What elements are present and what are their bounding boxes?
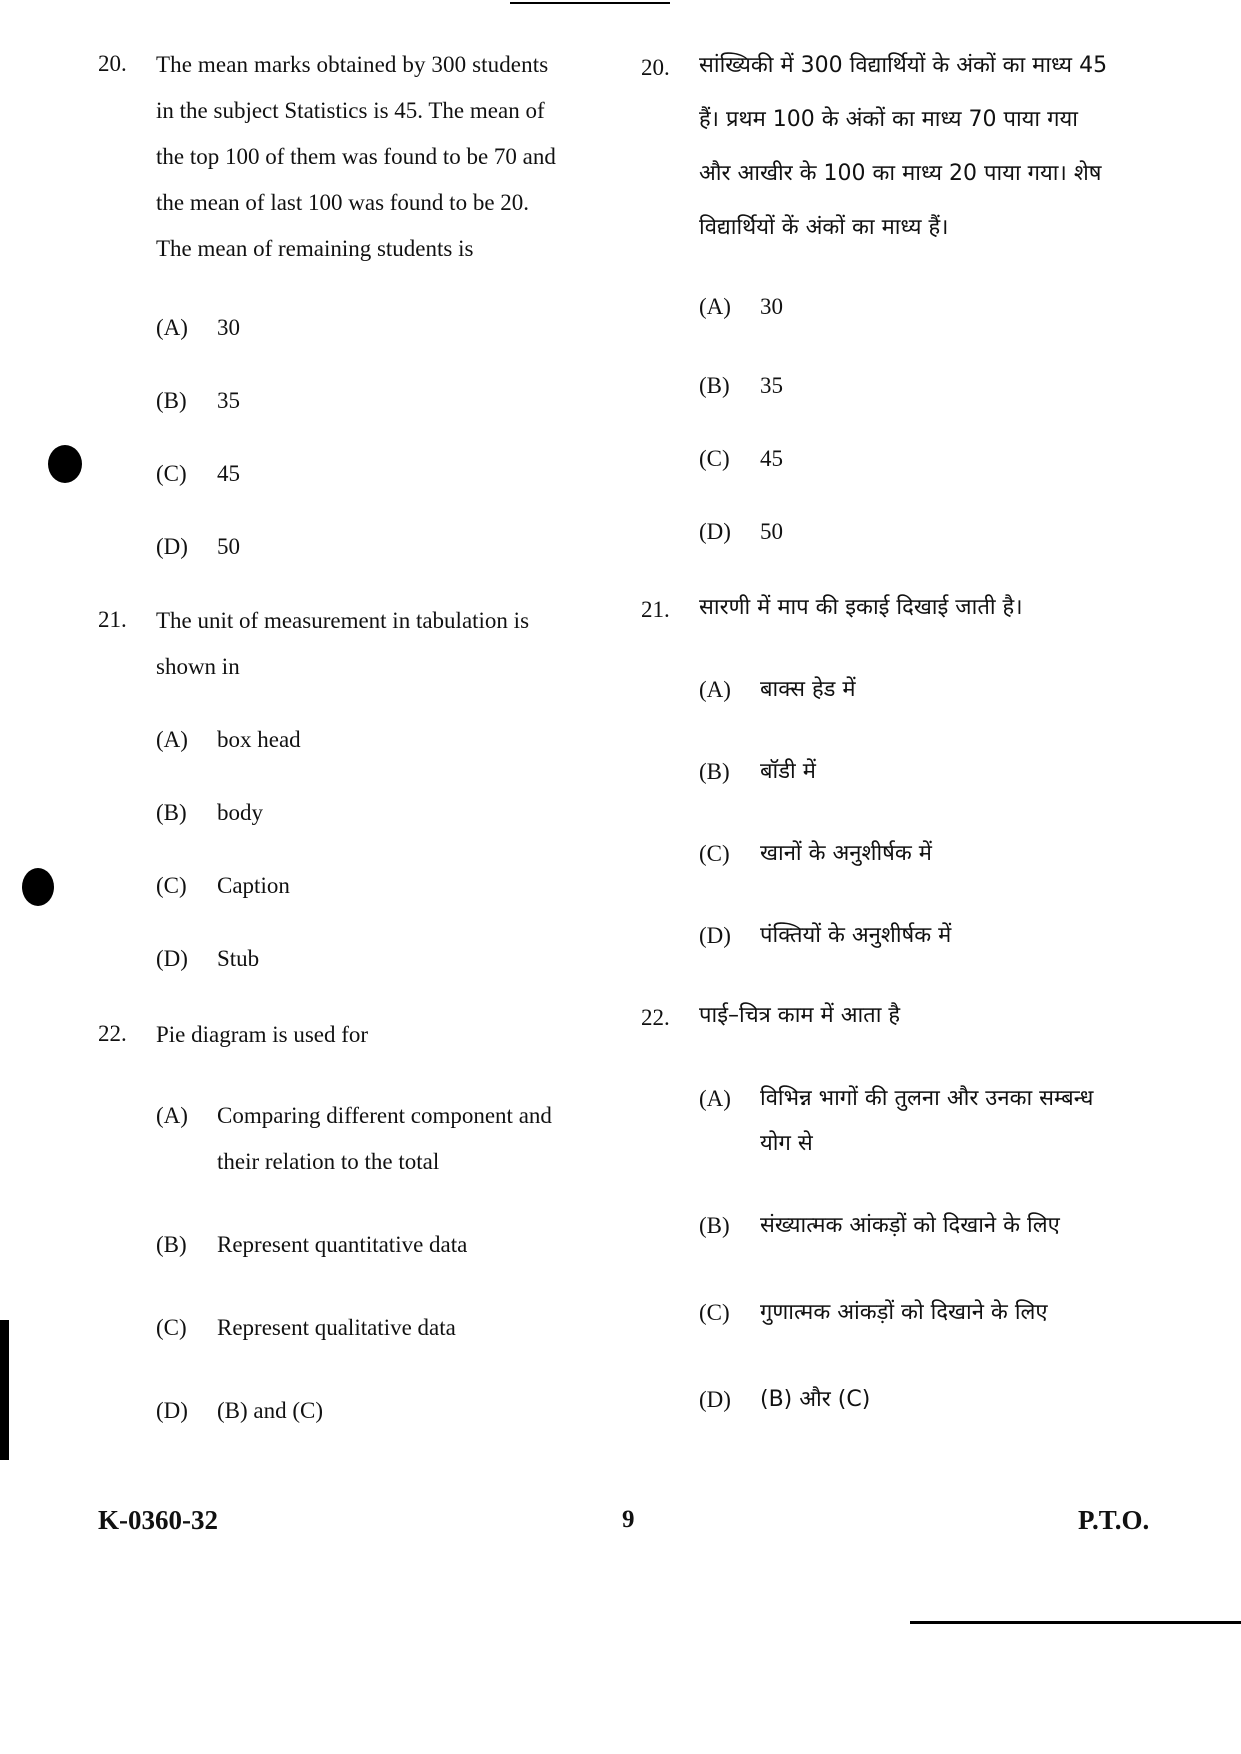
question-text-line: the top 100 of them was found to be 70 and [156,144,556,169]
question-text-line: The unit of measurement in tabulation is [156,608,530,633]
option-text: (B) और (C) [760,1387,871,1412]
question-text-line: पाई–चित्र काम में आता है [699,1003,901,1028]
option-label: (A) [156,1103,188,1128]
option-label: (A) [156,727,188,752]
option-label: (C) [156,461,187,486]
option-text: 50 [217,534,240,559]
option-text: खानों के अनुशीर्षक में [760,841,932,866]
option-text: 45 [760,446,783,471]
option-text: Caption [217,873,290,898]
option-label: (D) [156,946,188,971]
option-label: (C) [156,873,187,898]
option-label: (D) [156,534,188,559]
option-text: संख्यात्मक आंकड़ों को दिखाने के लिए [760,1213,1060,1238]
option-text: 45 [217,461,240,486]
left-edge-bar [0,1320,9,1460]
option-text: बाक्स हेड में [760,677,856,702]
option-text-continued: their relation to the total [217,1149,440,1174]
question-text-line: विद्यार्थियों कें अंकों का माध्य हैं। [699,215,949,240]
option-text-continued: योग से [760,1131,813,1156]
option-label: (A) [699,294,731,319]
question-number: 21. [98,607,127,632]
question-text-line: Pie diagram is used for [156,1022,369,1047]
question-text-line: shown in [156,654,240,679]
option-text: 30 [760,294,783,319]
question-number: 20. [641,55,670,80]
question-number: 20. [98,51,127,76]
punch-hole-upper [48,445,82,483]
question-text-line: और आखीर के 100 का माध्य 20 पाया गया। शेष [699,161,1102,186]
option-label: (B) [699,1213,730,1238]
option-label: (D) [699,519,731,544]
option-text: body [217,800,263,825]
question-number: 21. [641,597,670,622]
question-text-line: in the subject Statistics is 45. The mean of [156,98,545,123]
option-label: (C) [699,1300,730,1325]
option-text: 50 [760,519,783,544]
option-text: विभिन्न भागों की तुलना और उनका सम्बन्ध [760,1086,1094,1111]
option-text: 35 [217,388,240,413]
question-text-line: The mean marks obtained by 300 students [156,52,549,77]
option-label: (B) [156,800,187,825]
option-label: (B) [699,759,730,784]
bottom-rule [910,1621,1241,1624]
option-label: (B) [156,388,187,413]
option-text: 30 [217,315,240,340]
question-text-line: सारणी में माप की इकाई दिखाई जाती है। [699,595,1023,620]
question-number: 22. [641,1005,670,1030]
option-text: (B) and (C) [217,1398,324,1423]
option-label: (D) [699,923,731,948]
option-label: (A) [156,315,188,340]
option-label: (A) [699,677,731,702]
question-text-line: The mean of remaining students is [156,236,474,261]
option-text: Comparing different component and [217,1103,552,1128]
please-turn-over: P.T.O. [1078,1505,1150,1535]
option-text: box head [217,727,301,752]
option-label: (D) [699,1387,731,1412]
option-label: (B) [156,1232,187,1257]
option-text: Stub [217,946,260,971]
punch-hole-lower [22,868,54,906]
question-text-line: सांख्यिकी में 300 विद्यार्थियों के अंकों का माध्य 45 [699,53,1108,78]
option-text: 35 [760,373,783,398]
option-label: (C) [699,446,730,471]
paper-code: K-0360-32 [98,1505,218,1535]
question-number: 22. [98,1021,127,1046]
option-text: पंक्तियों के अनुशीर्षक में [760,923,952,948]
question-text-line: हैं। प्रथम 100 के अंकों का माध्य 70 पाया गया [699,107,1078,132]
page-number: 9 [622,1506,635,1533]
option-text: Represent quantitative data [217,1232,468,1257]
option-text: बॉडी में [760,759,816,784]
option-label: (C) [699,841,730,866]
option-label: (C) [156,1315,187,1340]
option-label: (B) [699,373,730,398]
option-label: (D) [156,1398,188,1423]
option-text: गुणात्मक आंकड़ों को दिखाने के लिए [760,1300,1048,1325]
option-label: (A) [699,1086,731,1111]
option-text: Represent qualitative data [217,1315,456,1340]
top-rule [510,2,670,4]
question-text-line: the mean of last 100 was found to be 20. [156,190,530,215]
